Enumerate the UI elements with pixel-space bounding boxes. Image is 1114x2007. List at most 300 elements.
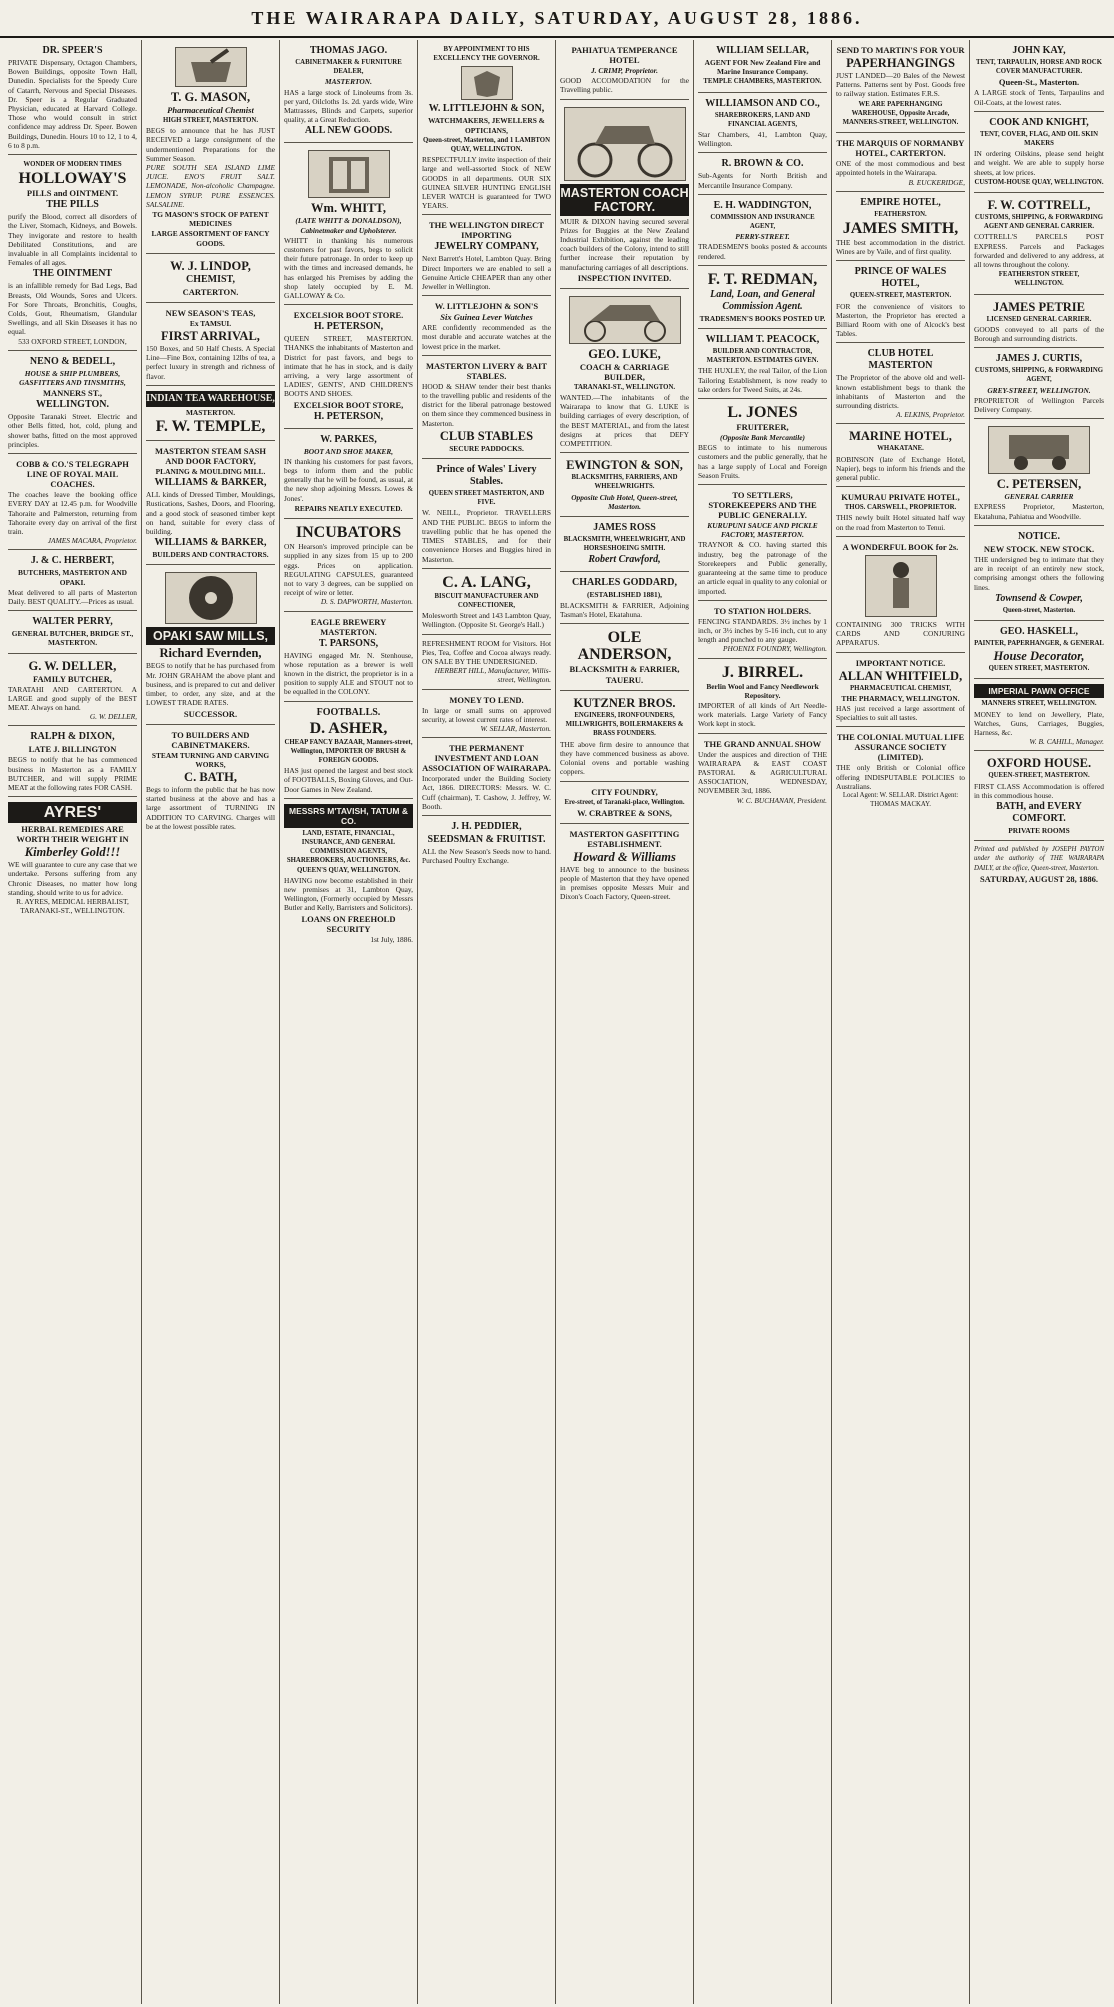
ad-body: JUST LANDED—20 Bales of the Newest Patterns. Patterns sent by Post. Goods free to railway station. Estimates F.R.S. (836, 71, 965, 99)
ad-subtitle: CUSTOMS, SHIPPING, & FORWARDING AGENT, (974, 367, 1104, 384)
ad-subtitle: FAMILY BUTCHER, (32, 673, 113, 684)
ad-title: F. T. REDMAN, (707, 270, 818, 288)
ad-place: QUEEN STREET, MASTERTON. (988, 665, 1090, 673)
ad-walter-perry (8, 611, 137, 653)
ad-signature: JAMES MACARA, Proprietor. (47, 536, 137, 546)
ad-title: JAMES J. CURTIS, (995, 353, 1083, 365)
ad-subtitle: Ere-street, of Taranaki-place, Wellington. (564, 798, 685, 806)
ad-title: A WONDERFUL BOOK for 2s. (842, 541, 959, 552)
ad-subtitle: BLACKSMITH, WHEELWRIGHT, AND HORSESHOEING SMITH. (563, 536, 686, 553)
ad-title: JAMES PETRIE (992, 299, 1086, 314)
newspaper-columns (4, 40, 1110, 2004)
ad-marine-hotel (836, 424, 965, 487)
ad-subtitle: BLACKSMITH & FARRIER, (569, 664, 680, 675)
ad-cottrell (974, 193, 1104, 295)
ad-body: HAS a large stock of Linoleums from 3s. per yard, Oilcloths 1s. 2d. yards wide, Wire Mattrasses, Blinds and Carpets, superior quality, at a Great Reduction. (284, 87, 413, 125)
ad-date: 1st July, 1886. (370, 934, 413, 944)
ad-subtitle: SEEDSMAN & FRUITIST. (427, 833, 546, 845)
ad-jago (284, 40, 413, 143)
ad-body: CONTAINING 300 TRICKS WITH CARDS AND CONJURING APPARATUS. (836, 619, 965, 648)
ad-signature: R. AYRES, MEDICAL HERBALIST, TARANAKI-ST., WELLINGTON. (16, 896, 129, 916)
ad-title: W. PARKES, (320, 433, 377, 445)
ad-title: SEND TO MARTIN'S FOR YOUR (836, 45, 965, 55)
ad-subtitle: BISCUIT MANUFACTURER AND CONFECTIONER, (434, 592, 539, 609)
ad-opaki-saw-mills (146, 565, 275, 724)
buggy-engraving (564, 107, 686, 181)
ad-body: BLACKSMITH & FARRIER, Adjoining Tasman's Hotel, Ekatahuna. (560, 600, 689, 619)
ad-subtitle: PLANING & MOULDING MILL. (155, 467, 266, 477)
carriage-engraving (569, 296, 681, 344)
ad-place: FEATHERSTON STREET, WELLINGTON. (998, 271, 1080, 288)
ad-heading: SECURE PADDOCKS. (449, 443, 524, 453)
ad-body: HAS just received a large assortment of Specialties to suit all tastes. (836, 703, 965, 723)
ad-body: Molesworth Street and 143 Lambton Quay, Wellington. (Opposite St. George's Hall.) (422, 611, 551, 630)
ad-subtitle: CHEAP FANCY BAZAAR, Manners-street, Wellington, IMPORTER OF BRUSH & FOREIGN GOODS. (284, 738, 413, 764)
ad-body: EXPRESS Proprietor, Masterton, Ekatahuna, Pahiatua and Woodville. (974, 502, 1104, 521)
ad-body: THE undersigned beg to intimate that they are in receipt of an entirely new stock, comprising amongst others the following lines. (974, 554, 1104, 592)
royal-arms-engraving (461, 66, 513, 100)
column-2 (142, 40, 280, 2004)
ad-title: CLUB HOTEL MASTERTON (867, 348, 934, 372)
ad-body: WANTED.—The inhabitants of the Wairarapa to know that G. LUKE is building carriages of every description, of the BEST MATERIAL, and from the latest designs at prices that DEFY COMPETITION. (560, 393, 689, 449)
ad-signature: W. B. CAHILL, Manager. (1029, 737, 1104, 747)
ad-title: KUMURAU PRIVATE HOTEL, (841, 492, 960, 503)
ad-money-to-lend (422, 690, 551, 739)
ad-body: MONEY to lend on Jewellery, Plate, Watches, Guns, Carriages, Buggies, Harness, &c. (974, 709, 1104, 737)
ad-subtitle: FEATHERSTON. (874, 210, 927, 218)
ad-body: TRADESMEN'S books posted & accounts rendered. (698, 242, 827, 261)
ad-subtitle: STEAM TURNING AND CARVING WORKS, (151, 750, 270, 769)
ad-body: WE will guarantee to cure any case that we undertake. Persons suffering from any Chronic Diseases, no matter how long standing, should write to us for advice. (8, 860, 137, 897)
ad-wellington-jewelry (422, 215, 551, 296)
ad-wonderful-book (836, 537, 965, 653)
ad-peacock (698, 329, 827, 399)
ad-title: MASTERTON STEAM SASH AND DOOR FACTORY, (154, 446, 266, 467)
ad-heading: INSPECTION INVITED. (577, 272, 672, 283)
masthead-title: THE WAIRARAPA DAILY, SATURDAY, AUGUST 28, 1886. (251, 7, 863, 28)
ad-excelsior-boot (284, 305, 413, 428)
ad-subtitle: J. CRIMP, Proprietor. (590, 66, 658, 75)
ad-body: GOOD ACCOMODATION for the Travelling public. (560, 76, 689, 95)
ad-normanby-hotel (836, 133, 965, 192)
ad-body: IN ordering Oilskins, please send height and weight. We are able to supply horse sheets, at low prices. (974, 149, 1104, 177)
ad-body: PRIVATE Dispensary, Octagon Chambers, Bowen Buildings, opposite Town Hall, Dunedin. Specialists for the Speedy Cure of Catarrh, Nervous and Special Diseases. Dr. Speer is a Regular Graduated Physician, educated at Harvard College. Those who would consult in strict confidence may address Dr. Speer. Bowen Buildings, Dunedin. Hours 10 to 12, 1 to 4, 6 to 8 p.m. (8, 58, 137, 150)
ad-lindop (146, 254, 275, 303)
ad-subtitle: LICENSED GENERAL CARRIER. (986, 315, 1092, 323)
ad-body: is an infallible remedy for Bad Legs, Bad Breasts, Old Wounds, Sores and Ulcers. For Sore Throats, Bronchitis, Coughs, Colds, Gout, Rheumatism, Glandular Swellings, and all Skin Diseases it has no equal. (8, 281, 137, 337)
ad-place: Queen-street, Masterton. (1002, 606, 1076, 614)
ad-james-petrie (974, 295, 1104, 349)
ad-name: W. CRABTREE & SONS, (577, 807, 672, 818)
ad-body: Sub-Agents for North British and Mercantile Insurance Company. (698, 171, 827, 190)
ad-subtitle: CABINETMAKER & FURNITURE DEALER, (295, 59, 402, 76)
ad-title: W. J. LINDOP, (170, 258, 251, 273)
ad-ewington (560, 453, 689, 517)
ad-heading: THE PILLS (46, 199, 99, 211)
ad-signature: PHOENIX FOUNDRY, Wellington. (722, 644, 827, 654)
ad-body: HOOD & SHAW tender their best thanks to the travelling public and residents of the district for the liberal patronage bestowed on them since they commenced business in Masterton. (422, 381, 551, 428)
ad-title: F. W. COTTRELL, (987, 198, 1091, 213)
ad-name: D. ASHER, (309, 719, 388, 737)
ad-prince-of-wales-stables (422, 459, 551, 569)
ad-subtitle: ENGINEERS, IRONFOUNDERS, MILLWRIGHTS, BOILERMAKERS & BRASS FOUNDERS. (565, 712, 684, 738)
ad-place: MASTERTON. (325, 77, 372, 87)
ad-body: THIS newly built Hotel situated half way on the road from Masterton to Tenui. (836, 513, 965, 532)
ad-town: CARTERTON. (182, 286, 239, 297)
ad-imprint (974, 841, 1104, 889)
ad-signature: W. SELLAR, Masterton. (480, 723, 551, 733)
ad-holloway (8, 155, 137, 351)
column-6 (694, 40, 832, 2004)
ad-subtitle: BUTCHERS, MASTERTON AND OPAKI. (17, 568, 128, 587)
column-3 (280, 40, 418, 2004)
ad-body: purify the Blood, correct all disorders of the Liver, Stomach, Kidneys, and Bowels. They invigorate and restore to health Debilitated Constitutions, and are invaluable in all Complaints incidental to Females of all ages. (8, 212, 137, 268)
masthead (0, 0, 1114, 38)
ad-title: MASTERTON GASFITTING ESTABLISHMENT. (569, 828, 680, 849)
ad-title: HOLLOWAY'S (18, 170, 127, 188)
ad-name: Robert Crawford, (588, 554, 661, 566)
ad-kicker: BY APPOINTMENT TO HIS EXCELLENCY THE GOVERNOR. (433, 46, 540, 63)
ad-subtitle: (ESTABLISHED 1881), (586, 590, 663, 600)
ad-gasfitting (560, 824, 689, 906)
ad-title: PRINCE OF WALES HOTEL, (854, 266, 947, 290)
ad-title: G. W. DELLER, (28, 658, 117, 673)
imprint-text: Printed and published by JOSEPH PAYTON under the authority of THE WAIRARAPA DAILY, at the office, Queen-street, Masterton. (974, 846, 1104, 872)
ad-eagle-brewery (284, 612, 413, 702)
ad-body: HAVE beg to announce to the business people of Masterton that they have opened in premises opposite Messrs Muir and Dixon's Coach Factory, Queen-street. (560, 864, 689, 902)
ad-body: COTTRELL'S PARCELS POST EXPRESS. Parcels and Packages forwarded and delivered to any address, at all towns throughout the colony. (974, 232, 1104, 270)
ad-body: The coaches leave the booking office EVERY DAY at 12.45 p.m. for Woodville Tahoraite and Palmerston, returning from Tahoraite every day on arrival of the first train. (8, 490, 137, 536)
ad-signature: D. S. DAPWORTH, Masterton. (320, 597, 413, 607)
ad-name: ALLAN WHITFIELD, (838, 668, 963, 683)
ad-colonial-mutual (836, 727, 965, 813)
ad-title: THOMAS JAGO. (309, 45, 388, 56)
ad-place: WHAKATANE. (877, 445, 924, 453)
ad-title: EAGLE BREWERY MASTERTON. (310, 616, 387, 637)
ad-street: MANNERS ST., (42, 388, 103, 399)
ad-title: E. H. WADDINGTON, (713, 199, 812, 211)
ad-place: Queen-street, Masterton, and 1 LAMBTON QUAY, WELLINGTON. (423, 136, 550, 154)
ad-subtitle: BUILDER AND CONTRACTOR, MASTERTON. ESTIMATES GIVEN. (706, 348, 819, 365)
ad-signature: HERBERT HILL, Manufacturer, Willis-street, Wellington. (434, 666, 551, 685)
ad-subtitle: LATE J. BILLINGTON (28, 744, 117, 755)
ad-subtitle: BUILDERS AND CONTRACTORS. (152, 550, 269, 560)
ad-subtitle: Land, Loan, and General Commission Agent. (710, 288, 815, 312)
ad-body: PROPRIETOR of Wellington Parcels Delivery Company. (974, 395, 1104, 415)
ad-title: CITY FOUNDRY, (591, 786, 658, 797)
ad-place: Opposite Club Hotel, Queen-street, Masterton. (571, 492, 678, 511)
ad-body: MUIR & DIXON having secured several Prizes for Buggies at the New Zealand Industrial Exhibition, against the leading coach builders of the Colony, intend to still further increase their reputation by manufacturing carriages of all descriptions. (560, 216, 689, 272)
ad-title: NENO & BEDELL, (29, 355, 116, 367)
ad-heading: PAPERHANGINGS (846, 56, 955, 70)
ad-new-teas (146, 303, 275, 386)
ad-title: WALTER PERRY, (32, 616, 113, 628)
ad-james-ross (560, 517, 689, 572)
ad-subtitle: PAINTER, PAPERHANGER, & GENERAL (974, 639, 1104, 647)
ad-title: EXCELSIOR BOOT STORE. (293, 310, 404, 321)
ad-oxford-house (974, 751, 1104, 841)
ad-body: THE only British or Colonial office offering INDISPUTABLE POLICIES to Australians. (836, 763, 965, 791)
ad-heading: CLUB STABLES (439, 428, 534, 443)
ad-title: MONEY TO LEND. (449, 694, 524, 705)
ad-ralph-dixon (8, 726, 137, 797)
ad-title: JAMES ROSS (593, 522, 656, 534)
ad-body: A LARGE stock of Tents, Tarpaulins and Oil-Coats, at the lowest rates. (974, 88, 1104, 107)
ad-name: Howard & Williams (573, 849, 676, 864)
ad-name: JAMES SMITH, (842, 220, 959, 238)
ad-subtitle: HERBAL REMEDIES ARE WORTH THEIR WEIGHT IN (16, 824, 129, 845)
ad-heading: FIRST ARRIVAL, (161, 329, 260, 344)
ad-coach-factory (560, 100, 689, 289)
ad-body: IN thanking his customers for past favors, begs to inform them and the public generally that he will be found, as usual, at the new shop adjoining Messrs. Lowes & Jones'. (284, 456, 413, 503)
ad-title: WILLIAM T. PEACOCK, (705, 334, 820, 346)
ad-body: TRAYNOR & CO. having started this industry, beg the patronage of the Storekeepers and Public generally, guaranteeing at the same time to produce an article equal in quality to any colonial or imported. (698, 540, 827, 596)
ad-body: In large or small sums on approved security, at lowest current rates of interest. (422, 705, 551, 724)
ad-title: RALPH & DIXON, (30, 731, 115, 743)
ad-title: KUTZNER BROS. (573, 696, 676, 711)
ad-title: THE WELLINGTON DIRECT IMPORTING (429, 220, 544, 241)
ad-title: TO STATION HOLDERS. (713, 605, 812, 616)
ad-name: F. W. TEMPLE, (155, 418, 266, 436)
ad-subtitle: THOS. CARSWELL, PROPRIETOR. (844, 504, 957, 512)
ad-name: Townsend & Cowper, (995, 592, 1083, 604)
ad-kutzner (560, 691, 689, 781)
ad-city-foundry (560, 782, 689, 824)
ad-james-curtis (974, 348, 1104, 419)
ad-dr-speer (8, 40, 137, 155)
ad-subtitle: GENERAL BUTCHER, BRIDGE ST., MASTERTON. (11, 629, 134, 648)
ad-title: T. G. MASON, (170, 90, 251, 104)
ad-name: WILLIAMS & BARKER, (154, 537, 267, 549)
ad-kurupuni-sauce (698, 485, 827, 601)
ad-body: Next Barrett's Hotel, Lambton Quay. Bring Direct Importers we are enabled to sell a Genuine Article CHEAPER than any other Jeweller in Wellington. (422, 254, 551, 292)
ad-body: Meat delivered to all parts of Masterton Daily. BEST QUALITY.—Prices as usual. (8, 587, 137, 606)
ad-peddier (422, 816, 551, 869)
ad-r-brown (698, 153, 827, 194)
ad-body: HAS just opened the largest and best stock of FOOTBALLS, Boxing Gloves, and Out-Door Games in New Zealand. (284, 766, 413, 794)
ad-birrel (698, 659, 827, 734)
ad-body: ARE confidently recommended as the most durable and accurate watches at the lowest price in the market. (422, 323, 551, 351)
ad-littlejohn (422, 40, 551, 215)
ad-body: BEGS to notify that he has purchased from Mr. JOHN GRAHAM the above plant and business, and is prepared to cut and deliver timber, to order, any size, and at the LOWEST TRADE RATES. (146, 661, 275, 708)
ad-petersen (974, 419, 1104, 526)
ad-body: THE HUXLEY, the real Tailor, of the Lion Tailoring Establishment, is now ready to take orders for Tweed Suits, at 24s. (698, 366, 827, 394)
ad-title: W. LITTLEJOHN & SON, (428, 103, 545, 115)
ad-subtitle: COACH & CARRIAGE BUILDER, (579, 361, 670, 382)
ad-title: THE GRAND ANNUAL SHOW (703, 738, 822, 749)
ad-body: BEGS to announce that he has JUST RECEIVED a large consignment of the undermentioned Preparations for the Summer Season. (146, 126, 275, 163)
ad-place: (Opposite Bank Mercantile) (720, 433, 805, 443)
ad-haskell (974, 621, 1104, 679)
ad-williams-barker (146, 441, 275, 565)
ad-lang (422, 569, 551, 635)
ad-signature: Local Agent: W. SELLAR. District Agent: THOMAS MACKAY. (842, 791, 959, 809)
ad-title: MASTERTON LIVERY & BAIT STABLES. (425, 360, 548, 381)
ad-title: PAHIATUA TEMPERANCE HOTEL (571, 45, 678, 65)
ad-subtitle: HOUSE & SHIP PLUMBERS, GASFITTERS AND TINSMITHS, (19, 368, 126, 388)
ad-pahiatua-hotel (560, 40, 689, 100)
ad-heading: SUCCESSOR. (183, 708, 238, 719)
ad-kumurau-hotel (836, 487, 965, 537)
ad-body: ON Hearson's improved principle can be supplied in any sizes from 15 up to 200 eggs. Prices on application. REGULATING CAPSULES, guaranteed not to vary 3 degrees, can be supplied on receipt of wire or letter. (284, 542, 413, 598)
cabinet-engraving (308, 150, 390, 198)
ad-subtitle: BOOT AND SHOE MAKER, (303, 446, 394, 456)
ad-whitt (284, 143, 413, 305)
ad-title: TO SETTLERS, STOREKEEPERS AND THE PUBLIC GENERALLY. (708, 490, 817, 521)
ad-subtitle: (LATE WHITT & DONALDSON), Cabinetmaker and Upholsterer. (295, 216, 402, 235)
ad-body: REFRESHMENT ROOM for Visitors. Hot Pies, Tea, Coffee and Cocoa always ready. ON SALE BY THE UNDERSIGNED. (422, 638, 551, 666)
ad-body: QUEEN STREET, MASTERTON. THANKS the inhabitants of Masterton and District for past favors, and begs to intimate that he has in stock, and is daily arriving, a very large assortment of LADIES', GENTS', AND CHILDREN'S BOOTS AND SHOES. (284, 334, 413, 399)
ad-body: FENCING STANDARDS. 3½ inches by 1 inch, or 3½ inches by 5-16 inch, cut to any length and punched to any gauge. (698, 616, 827, 645)
ad-subtitle: MANNERS STREET, WELLINGTON. (981, 700, 1097, 708)
ad-body: BEGS to intimate to his numerous customers and the public generally, that he has a large supply of Local and Foreign Season Fruits. (698, 443, 827, 480)
ad-subtitle: BLACKSMITHS, FARRIERS, AND WHEELWRIGHTS. (571, 474, 678, 491)
ad-waddington (698, 195, 827, 266)
ad-grand-show (698, 734, 827, 809)
ad-title: J. BIRREL. (721, 663, 804, 681)
ad-body: THE best accommodation in the district. Wines are by Vaile, and of first quality. (836, 238, 965, 257)
ad-title: GEO. HASKELL, (999, 625, 1079, 637)
ad-station-holders (698, 601, 827, 659)
ad-body: FIRST CLASS Accommodation is offered in this commodious house. (974, 781, 1104, 800)
ad-geo-luke (560, 289, 689, 453)
ad-signature: WE ARE PAPERHANGING WAREHOUSE, Opposite Arcade, MANNERS-STREET, WELLINGTON. (842, 100, 959, 127)
ad-subtitle: Ex TAMSUI. (189, 318, 232, 328)
ad-herbert (8, 550, 137, 611)
ad-name: C. BATH, (184, 769, 237, 784)
ad-signature: G. W. DELLER, (89, 712, 137, 722)
ad-cook-knight (974, 112, 1104, 193)
ad-body: HAVING engaged Mr. N. Stenhouse, whose reputation as a brewer is well known in the district, the proprietor is in a position to supply ALE and STOUT not to be equalled in the COLONY. (284, 650, 413, 697)
ad-club-hotel (836, 343, 965, 424)
ad-parkes (284, 429, 413, 519)
imprint-date: SATURDAY, AUGUST 28, 1886. (979, 873, 1099, 884)
ad-body: WHITT in thanking his numerous customers for past favors, begs to solicit their future patronage. In order to keep up with the times and increased demands, he has enlarged his Premises by adding the shop lately occupied by E. M. GALLOWAY & Co. (284, 235, 413, 301)
ad-asher (284, 702, 413, 799)
ad-body: THE above firm desire to announce that they have commenced business as above. Colonial ovens and portable washing coppers. (560, 739, 689, 777)
ad-body: TARATAHI AND CARTERTON. A LARGE and good supply of the BEST MEAT. Always on hand. (8, 684, 137, 712)
ad-place: Queen-St., Masterton. (998, 77, 1080, 88)
ad-goddard (560, 572, 689, 624)
ad-subtitle: PILLS and OINTMENT. (26, 188, 119, 199)
ad-title: THE MARQUIS OF NORMANBY HOTEL, CARTERTON. (836, 138, 965, 159)
ad-note: PRIVATE ROOMS (1008, 825, 1070, 835)
ad-title: COOK AND KNIGHT, (989, 116, 1089, 128)
ad-title: DR. SPEER'S (42, 45, 103, 56)
ad-prince-of-wales-hotel (836, 261, 965, 343)
ad-mtavish-tatum (284, 799, 413, 948)
ad-indian-tea (146, 386, 275, 441)
ad-town: WELLINGTON. (36, 399, 109, 411)
ad-ole-anderson (560, 624, 689, 691)
ad-heading: Kimberley Gold!!! (24, 845, 121, 860)
ad-title: WILLIAM SELLAR, (716, 45, 809, 56)
ad-title: MARINE HOTEL, (849, 429, 952, 444)
ad-neno-bedell (8, 351, 137, 454)
ad-title: FOOTBALLS. (316, 706, 381, 718)
ad-title: WILLIAMSON AND CO., (705, 97, 820, 109)
ad-ayres (8, 797, 137, 919)
ad-heading: LOANS ON FREEHOLD SECURITY (301, 913, 396, 934)
ad-title: J. & C. HERBERT, (30, 555, 115, 567)
ad-signature: W. C. BUCHANAN, President. (736, 795, 827, 805)
ad-body: TRADESMEN'S BOOKS POSTED UP. (699, 313, 826, 323)
ad-title: Wm. WHITT, (311, 201, 386, 216)
ad-incubators (284, 519, 413, 611)
ad-body: Under the auspices and direction of THE WAIRARAPA & EAST COAST PASTORAL & AGRICULTURAL ASSOCIATION, WEDNESDAY, NOVEMBER 3rd, 1886. (698, 749, 827, 796)
ad-title: EMPIRE HOTEL, (860, 196, 941, 208)
ad-subtitle: MASTERTON. (185, 407, 236, 417)
ad-name: H. PETERSON, (313, 410, 384, 422)
ad-subtitle: CHEMIST, (186, 273, 235, 285)
ad-heading: TG MASON'S STOCK OF PATENT MEDICINES (152, 210, 269, 229)
ad-place: GREY-STREET, WELLINGTON. (987, 385, 1091, 395)
column-8 (970, 40, 1108, 2004)
ad-title: MASTERTON COACH FACTORY. (560, 185, 689, 214)
ad-heading: ALL NEW GOODS. (304, 125, 393, 137)
ad-subtitle: CUSTOMS, SHIPPING, & FORWARDING AGENT AND GENERAL CARRIER. (974, 214, 1104, 231)
ad-title: INDIAN TEA WAREHOUSE, (146, 391, 275, 407)
ad-john-kay (974, 40, 1104, 112)
ad-title: IMPORTANT NOTICE. (855, 657, 946, 668)
ad-littlejohn-watches (422, 296, 551, 356)
ad-body: W. NEILL, Proprietor. TRAVELLERS AND THE PUBLIC. BEGS to inform the travelling public that he has opened the TIMES STABLES, and for their convenience Horses and Buggies hired in Masterton. (422, 508, 551, 564)
ad-subtitle: QUEEN-STREET, MASTERTON. (988, 772, 1090, 780)
ad-heading: EXCELSIOR BOOT STORE, (293, 399, 404, 410)
ad-subtitle: Six Guinea Lever Watches (440, 312, 533, 323)
ad-title: THE COLONIAL MUTUAL LIFE ASSURANCE SOCIETY (LIMITED). (836, 732, 965, 763)
ad-body: The Proprietor of the above old and well-known establishment begs to thank the inhabitants of Masterton and the surrounding districts. (836, 373, 965, 411)
ad-deller (8, 654, 137, 727)
ad-subtitle: JEWELRY COMPANY, (434, 241, 539, 253)
ad-subtitle: WATCHMAKERS, JEWELLERS & OPTICIANS, (428, 116, 545, 135)
ad-mason (146, 40, 275, 254)
ad-title: MESSRS M'TAVISH, TATUM & CO. (284, 804, 413, 828)
ad-place: QUEEN STREET MASTERTON, AND FIVE. (428, 490, 545, 507)
ad-title: L. JONES (727, 404, 798, 422)
ad-subtitle: LAND, ESTATE, FINANCIAL, INSURANCE, AND GENERAL COMMISSION AGENTS, SHAREBROKERS, AUCTIONEERS, &c. QUEEN'S QUAY, WELLINGTON. (286, 829, 411, 874)
ad-subtitle: TENT, COVER, FLAG, AND OIL SKIN MAKERS (979, 130, 1099, 148)
ad-title: EWINGTON & SON, (566, 458, 683, 473)
ad-address: 533 OXFORD STREET, LONDON, (18, 336, 127, 346)
ad-signature: B. EUCKERIDGE, (908, 177, 965, 187)
ad-title: C. PETERSEN, (996, 477, 1082, 492)
ad-name: WILLIAMS & BARKER, (154, 477, 267, 489)
ad-heading: THE OINTMENT (32, 268, 113, 280)
ad-title: TO BUILDERS AND CABINETMAKERS. (171, 729, 250, 750)
ad-body: ALL kinds of Dressed Timber, Mouldings, Rustications, Sashes, Doors, and Flooring, and a good stock of seasoned timber kept on hand, suitable for every class of building. (146, 490, 275, 537)
ad-body: GOODS conveyed to all parts of the Borough and surrounding districts. (974, 324, 1104, 344)
ad-whitfield (836, 653, 965, 728)
ad-body: ROBINSON (late of Exchange Hotel, Napier), begs to inform his friends and the general public. (836, 454, 965, 483)
ad-heading: BATH, and EVERY COMFORT. (996, 800, 1082, 824)
ad-title: J. H. PEDDIER, (451, 820, 522, 832)
ad-permanent-investment (422, 738, 551, 816)
ad-title: W. LITTLEJOHN & SON'S (434, 301, 539, 312)
ad-title: NEW SEASON'S TEAS, (165, 307, 256, 318)
ad-place: PERRY-STREET. (735, 232, 790, 242)
ad-title: JOHN KAY, (1012, 45, 1066, 56)
ad-body: ONE of the most commodious and best appointed hotels in the Wairarapa. (836, 159, 965, 178)
ad-signature: A. ELKINS, Proprietor. (896, 410, 965, 420)
ad-heading: House Decorator, (993, 649, 1085, 664)
ad-body: FOR the convenience of visitors to Masterton, the Proprietor has erected a Billiard Room with one of Alcock's best Tables. (836, 301, 965, 339)
ad-title: OXFORD HOUSE. (986, 756, 1092, 771)
column-5 (556, 40, 694, 2004)
ad-place: HIGH STREET, MASTERTON. (162, 117, 259, 124)
column-1 (4, 40, 142, 2004)
ad-bath (146, 725, 275, 835)
